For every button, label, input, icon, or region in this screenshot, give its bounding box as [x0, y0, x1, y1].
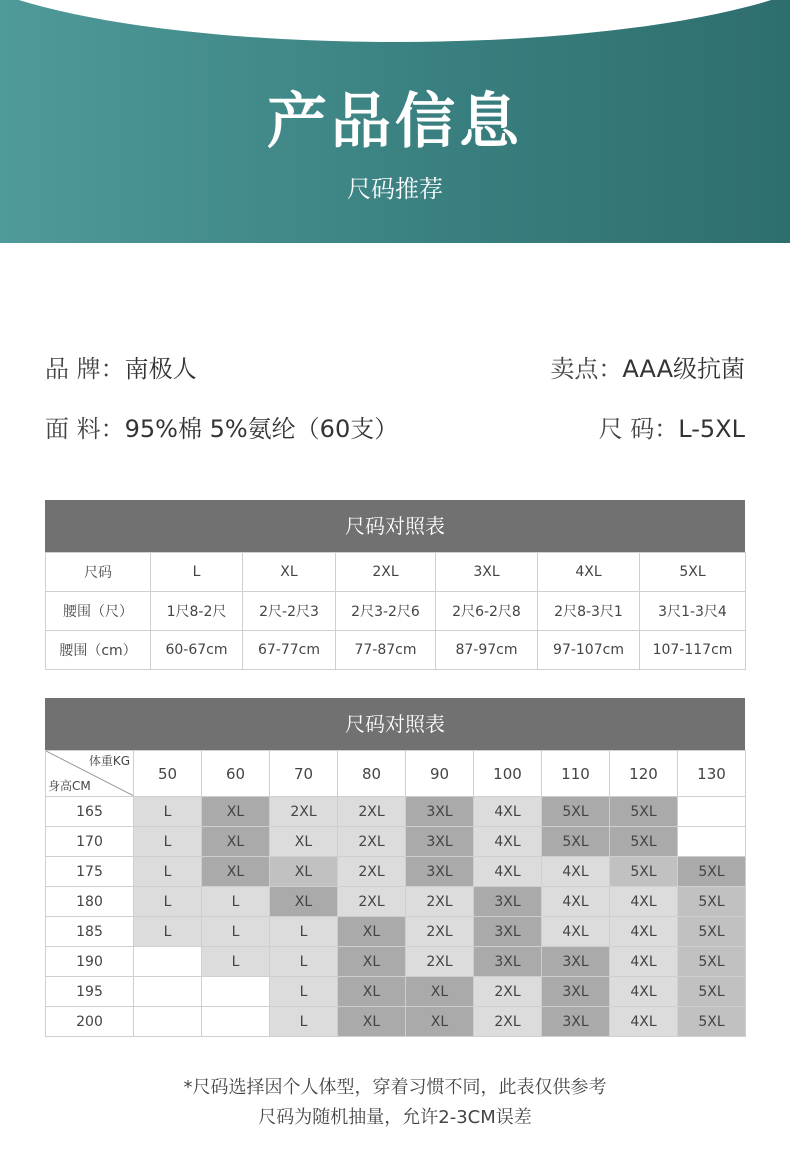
size-cell: 5XL: [678, 887, 746, 917]
size-cell: L: [134, 827, 202, 857]
waist-row-label: 尺码: [46, 553, 151, 592]
info-row-1: [45, 351, 745, 387]
weight-header-row: [46, 751, 746, 797]
size-cell: XL: [338, 977, 406, 1007]
size-cell: L: [270, 917, 338, 947]
waist-table-cell: 77-87cm: [336, 631, 436, 670]
size-range-value: L-5XL: [678, 415, 745, 443]
size-cell: 2XL: [338, 797, 406, 827]
size-cell: L: [202, 917, 270, 947]
waist-table-cell: 4XL: [538, 553, 640, 592]
fabric-label: 面 料：: [45, 415, 125, 443]
waist-table-row: [46, 631, 746, 670]
waist-table-cell: 87-97cm: [436, 631, 538, 670]
size-range-info: [599, 411, 745, 447]
size-cell: 2XL: [406, 917, 474, 947]
size-cell: 5XL: [610, 797, 678, 827]
waist-table-cell: 67-77cm: [243, 631, 336, 670]
brand-label: 品 牌：: [45, 355, 125, 383]
size-cell: L: [270, 947, 338, 977]
size-cell: 5XL: [610, 857, 678, 887]
size-cell: 2XL: [474, 1007, 542, 1037]
size-cell: 3XL: [474, 947, 542, 977]
height-row: [46, 887, 746, 917]
size-cell: L: [270, 1007, 338, 1037]
height-row: [46, 857, 746, 887]
waist-table-cell: 2尺-2尺3: [243, 592, 336, 631]
waist-row-label: 腰围（尺）: [46, 592, 151, 631]
height-weight-table: [45, 698, 745, 1037]
height-row: [46, 797, 746, 827]
size-cell: 4XL: [542, 917, 610, 947]
waist-table-cell: 5XL: [640, 553, 746, 592]
corner-cell: [46, 751, 134, 797]
header-banner: [0, 0, 790, 243]
size-cell: 4XL: [610, 1007, 678, 1037]
size-cell: 5XL: [678, 1007, 746, 1037]
size-cell: 5XL: [678, 917, 746, 947]
size-cell: 3XL: [474, 917, 542, 947]
size-cell: 5XL: [678, 947, 746, 977]
waist-table-cell: 107-117cm: [640, 631, 746, 670]
size-cell: 4XL: [474, 857, 542, 887]
waist-table-cell: 97-107cm: [538, 631, 640, 670]
weight-header-cell: 100: [474, 751, 542, 797]
waist-table-cell: 60-67cm: [151, 631, 243, 670]
height-row: [46, 917, 746, 947]
selling-point-value: AAA级抗菌: [622, 355, 745, 383]
waist-table-cell: 2XL: [336, 553, 436, 592]
fabric-value: 95%棉 5%氨纶（60支）: [124, 415, 399, 443]
height-weight-grid: [45, 750, 746, 1037]
waist-table-cell: XL: [243, 553, 336, 592]
size-range-label: 尺 码：: [598, 415, 679, 443]
banner-arc-decoration: [0, 0, 790, 42]
size-cell: 4XL: [610, 947, 678, 977]
height-row: [46, 1007, 746, 1037]
size-cell: [202, 1007, 270, 1037]
size-cell: 2XL: [338, 827, 406, 857]
size-cell: 3XL: [406, 797, 474, 827]
size-cell: 3XL: [542, 1007, 610, 1037]
size-cell: 3XL: [474, 887, 542, 917]
height-label-cell: 175: [46, 857, 134, 887]
note-line-1: *尺码选择因个人体型，穿着习惯不同，此表仅供参考: [183, 1077, 607, 1098]
height-axis-label: 身高CM: [48, 779, 91, 793]
weight-header-cell: 110: [542, 751, 610, 797]
size-cell: 3XL: [542, 947, 610, 977]
size-cell: 2XL: [406, 947, 474, 977]
size-cell: 4XL: [610, 917, 678, 947]
size-cell: 4XL: [542, 887, 610, 917]
height-row: [46, 977, 746, 1007]
height-label-cell: 185: [46, 917, 134, 947]
size-cell: L: [202, 887, 270, 917]
fabric-info: [45, 411, 398, 447]
page-subtitle: 尺码推荐: [347, 175, 443, 203]
size-cell: [134, 977, 202, 1007]
size-cell: 4XL: [610, 887, 678, 917]
weight-header-cell: 90: [406, 751, 474, 797]
size-cell: L: [270, 977, 338, 1007]
size-cell: [678, 827, 746, 857]
size-cell: 2XL: [270, 797, 338, 827]
size-cell: 3XL: [406, 827, 474, 857]
size-cell: [134, 947, 202, 977]
weight-header-cell: 70: [270, 751, 338, 797]
waist-table-cell: 1尺8-2尺: [151, 592, 243, 631]
waist-table-cell: 3尺1-3尺4: [640, 592, 746, 631]
size-cell: XL: [270, 887, 338, 917]
size-cell: 4XL: [474, 797, 542, 827]
page-title: 产品信息: [267, 87, 523, 157]
waist-row-label: 腰围（cm）: [46, 631, 151, 670]
waist-table-cell: 2尺6-2尺8: [436, 592, 538, 631]
size-cell: L: [134, 797, 202, 827]
selling-point-info: [550, 351, 745, 387]
waist-table-cell: 2尺8-3尺1: [538, 592, 640, 631]
size-cell: L: [134, 917, 202, 947]
size-cell: L: [202, 947, 270, 977]
size-cell: L: [134, 857, 202, 887]
note-line-2: 尺码为随机抽量，允许2-3CM误差: [258, 1107, 532, 1128]
size-cell: 5XL: [610, 827, 678, 857]
weight-axis-label: 体重KG: [88, 754, 130, 768]
height-label-cell: 165: [46, 797, 134, 827]
waist-size-table: [45, 500, 745, 670]
size-cell: 2XL: [474, 977, 542, 1007]
size-cell: 2XL: [338, 857, 406, 887]
height-label-cell: 190: [46, 947, 134, 977]
size-cell: XL: [202, 797, 270, 827]
size-cell: XL: [202, 827, 270, 857]
height-label-cell: 200: [46, 1007, 134, 1037]
height-label-cell: 195: [46, 977, 134, 1007]
size-cell: [134, 1007, 202, 1037]
size-cell: 3XL: [406, 857, 474, 887]
selling-point-label: 卖点：: [550, 355, 623, 383]
size-cell: [678, 797, 746, 827]
height-weight-table-title: 尺码对照表: [45, 698, 745, 750]
brand-value: 南极人: [124, 355, 197, 383]
size-cell: 2XL: [406, 887, 474, 917]
size-cell: 2XL: [338, 887, 406, 917]
weight-header-cell: 50: [134, 751, 202, 797]
size-cell: 5XL: [542, 827, 610, 857]
size-cell: XL: [338, 917, 406, 947]
height-row: [46, 827, 746, 857]
size-cell: 5XL: [542, 797, 610, 827]
info-row-2: [45, 411, 745, 447]
waist-table-title: 尺码对照表: [45, 500, 745, 552]
waist-table-row: [46, 553, 746, 592]
weight-header-cell: 120: [610, 751, 678, 797]
size-cell: 5XL: [678, 857, 746, 887]
brand-info: [45, 351, 197, 387]
waist-table-cell: L: [151, 553, 243, 592]
height-label-cell: 180: [46, 887, 134, 917]
weight-header-cell: 130: [678, 751, 746, 797]
size-cell: 4XL: [542, 857, 610, 887]
size-cell: 3XL: [542, 977, 610, 1007]
size-cell: XL: [202, 857, 270, 887]
size-cell: XL: [338, 947, 406, 977]
height-label-cell: 170: [46, 827, 134, 857]
size-cell: [202, 977, 270, 1007]
size-cell: 4XL: [474, 827, 542, 857]
size-cell: L: [134, 887, 202, 917]
weight-header-cell: 60: [202, 751, 270, 797]
size-cell: XL: [406, 1007, 474, 1037]
waist-table-cell: 2尺3-2尺6: [336, 592, 436, 631]
waist-table-cell: 3XL: [436, 553, 538, 592]
waist-table-row: [46, 592, 746, 631]
size-cell: XL: [270, 827, 338, 857]
size-cell: XL: [338, 1007, 406, 1037]
size-cell: 5XL: [678, 977, 746, 1007]
height-row: [46, 947, 746, 977]
weight-header-cell: 80: [338, 751, 406, 797]
size-cell: XL: [270, 857, 338, 887]
size-cell: XL: [406, 977, 474, 1007]
waist-table: [45, 552, 746, 670]
size-cell: 4XL: [610, 977, 678, 1007]
